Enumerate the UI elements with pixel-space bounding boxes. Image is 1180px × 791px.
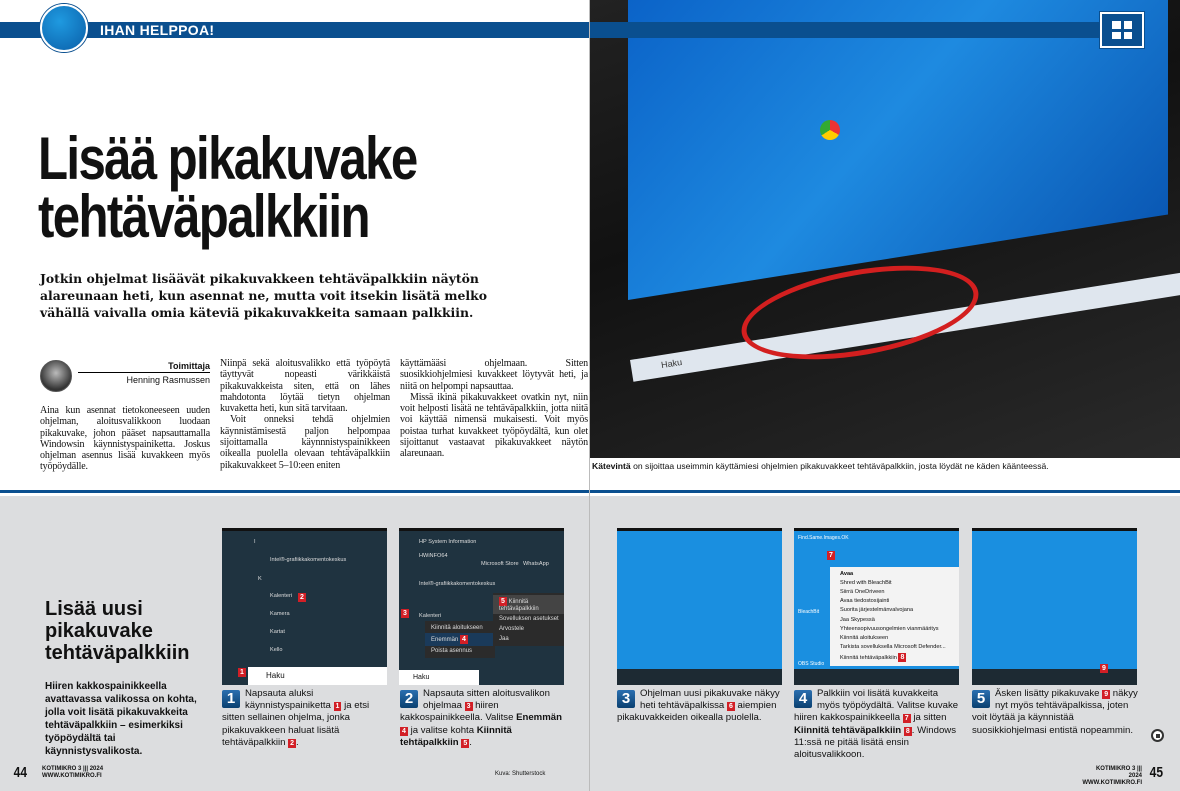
author-photo bbox=[40, 360, 72, 392]
photo-caption: Kätevintä on sijoittaa useimmin käyttämiesi ohjelmien pikakuvakkeet tehtäväpalkkiin, josta löydät ne käden käänteessä. bbox=[592, 461, 1049, 471]
step-4: 4 Palkkiin voi lisätä kuvakkeita myös työpöydältä. Valitse kuvake hiiren kakkospainikkeella 7 ja sitten Kiinnitä tehtäväpalkkiin 8 . Windows 11:ssä ne pitää lisätä ensin aloitusvalikkoon. bbox=[794, 688, 959, 761]
screenshot-desktop-menu: Find.Same.Images.OK 7 BleachBit OBS Studio Avaa Shred with BleachBit Siirrä OneDriveen Avaa tiedostosijainti Suorita järjestelmänvalvojana Jaa Skypessä Yhteensopivuusongelmien vianmääritys Kiinnitä aloitukseen Tarkista sovelluksella Microsoft Defender... Kiinnitä tehtäväpalkkiin 8 bbox=[794, 528, 959, 685]
footer-meta-left: KOTIMIKRO 3 ||| 2024 WWW.KOTIMIKRO.FI bbox=[42, 766, 104, 779]
body-column-3: käyttämääsi ohjelmaan. Sitten suosikkiohjelmiesi kuvakkeet löytyvät heti, ja niitä on helpompi napsauttaa. Missä ikinä pikakuvakkeet ovatkin nyt, niin voit helposti lisätä ne tehtäväpalkkiin, jotta niitä voi käyttää nimensä mukaisesti. Voit myös poistaa turhat kuvakkeet työpöydältä, kun olet sijoittanut vastaavat pikakuvakkeet näytön alareunaan. bbox=[400, 358, 588, 460]
screenshot-taskbar-result: 9 bbox=[972, 528, 1137, 685]
author-label: Toimittaja bbox=[168, 361, 210, 371]
header-band-right bbox=[590, 22, 1102, 38]
screenshot-start-menu: I Intel®-grafiikkakomentokeskus K Kalenteri Kamera Kartat Kello 2 Haku 1 bbox=[222, 528, 387, 685]
marker-1: 1 bbox=[240, 669, 244, 676]
step-5: 5 Äsken lisätty pikakuvake 9 näkyy nyt myös tehtäväpalkissa, joten voit löytää ja käynnistää suosikkiohjelmasi entistä nopeammin. bbox=[972, 688, 1138, 736]
howto-heading: Lisää uusi pikakuvake tehtäväpalkkiin bbox=[45, 598, 190, 664]
windows-icon bbox=[1100, 12, 1144, 48]
page-gutter bbox=[589, 0, 590, 791]
howto-intro: Hiiren kakkospainikkeella avattavassa valikossa on kohta, jolla voit lisätä pikakuvakkeita tehtäväpalkkiin – esimerkiksi työpöydältä tai käynnistysvalikosta. bbox=[45, 681, 197, 757]
footer-meta-right: KOTIMIKRO 3 ||| 2024 WWW.KOTIMIKRO.FI bbox=[1082, 766, 1142, 786]
laptop-photo bbox=[590, 0, 1180, 458]
author-box bbox=[40, 360, 210, 396]
section-kicker: IHAN HELPPOA! bbox=[100, 22, 215, 38]
screenshot-taskbar bbox=[617, 528, 782, 685]
header-band bbox=[0, 22, 590, 38]
end-mark-icon bbox=[1151, 729, 1164, 742]
lead-paragraph: Jotkin ohjelmat lisäävät pikakuvakkeen tehtäväpalkkiin näytön alareunaan heti, kun asennat ne, mutta voit itsekin lisätä melko vähällä vaivalla omia käteviä pikakuvakkeita samaan palkkiin. bbox=[40, 271, 487, 320]
desktop-context-menu: Avaa Shred with BleachBit Siirrä OneDriveen Avaa tiedostosijainti Suorita järjestelmänvalvojana Jaa Skypessä Yhteensopivuusongelmien vianmääritys Kiinnitä aloitukseen Tarkista sovelluksella Microsoft Defender... Kiinnitä tehtäväpalkkiin 8 bbox=[830, 567, 959, 666]
search-box[interactable]: Haku bbox=[248, 667, 387, 685]
desktop-screen bbox=[628, 0, 1168, 300]
taskbar-search: Haku bbox=[660, 356, 683, 371]
page-title: Lisää pikakuvake tehtäväpalkkiin bbox=[38, 125, 417, 250]
chrome-icon bbox=[820, 120, 840, 140]
body-column-2: Niinpä sekä aloitusvalikko että työpöytä täyttyvät nopeasti värikkäistä pikakuvakkeista siten, että on lähes mahdotonta löytää tietyn ohjelman kuvaketta heti, kun sitä tarvitaan. Voit onneksi tehdä ohjelmien käynnistämisestä paljon helpompaa sijoittamalla käynnnistyspainikkeen oikealla puolella olevaan tehtäväpalkkiin pikakuvakkeet 5–10:een eniten bbox=[220, 358, 390, 471]
marker-2: 2 bbox=[300, 594, 304, 601]
screenshot-context-menu: HP System Information HWiNFO64 Intel®-grafiikkakomentokeskus Kalenteri Microsoft Store WhatsApp Kiinnitä aloitukseen Enemmän 4 Poista asennus 5 Kiinnitä tehtäväpalkkiin Sovelluksen asetukset Arvostele Jaa 3 Haku bbox=[399, 528, 564, 685]
page-number-left: 44 bbox=[13, 764, 28, 781]
author-name: Henning Rasmussen bbox=[126, 375, 210, 385]
context-menu-1: Kiinnitä aloitukseen Enemmän 4 Poista asennus bbox=[425, 621, 495, 658]
photo-credit: Kuva: Shutterstock bbox=[495, 771, 546, 777]
context-menu-2: 5 Kiinnitä tehtäväpalkkiin Sovelluksen asetukset Arvostele Jaa bbox=[493, 593, 564, 646]
body-column-1: Aina kun asennat tietokoneeseen uuden ohjelman, aloitusvalikkoon luodaan pikakuvake, johon pääset napsauttamalla Windowsin käynnistyspainiketta. Joskus ohjelman asennus lisää kuvakkeen myös työpöydälle. bbox=[40, 405, 210, 473]
divider bbox=[0, 490, 1180, 493]
step-2: 2 Napsauta sitten aloitusvalikon ohjelmaa 3 hiiren kakkospainikkeella. Valitse Enemmän 4 ja valitse kohta Kiinnitä tehtäpalkkiin 5 . bbox=[400, 688, 562, 748]
page-number-right: 45 bbox=[1149, 764, 1164, 781]
step-1: 1 Napsauta aluksi käynnistyspainiketta 1 ja etsi sitten sellainen ohjelma, jonka pikakuvakkeen haluat lisätä tehtäväpalkkiin 2 . bbox=[222, 688, 370, 748]
step-3: 3 Ohjelman uusi pikakuvake näkyy heti tehtäväpalkissa 6 aiempien pikakuvakkeiden oikealla puolella. bbox=[617, 688, 780, 724]
hand-icon bbox=[40, 4, 88, 52]
